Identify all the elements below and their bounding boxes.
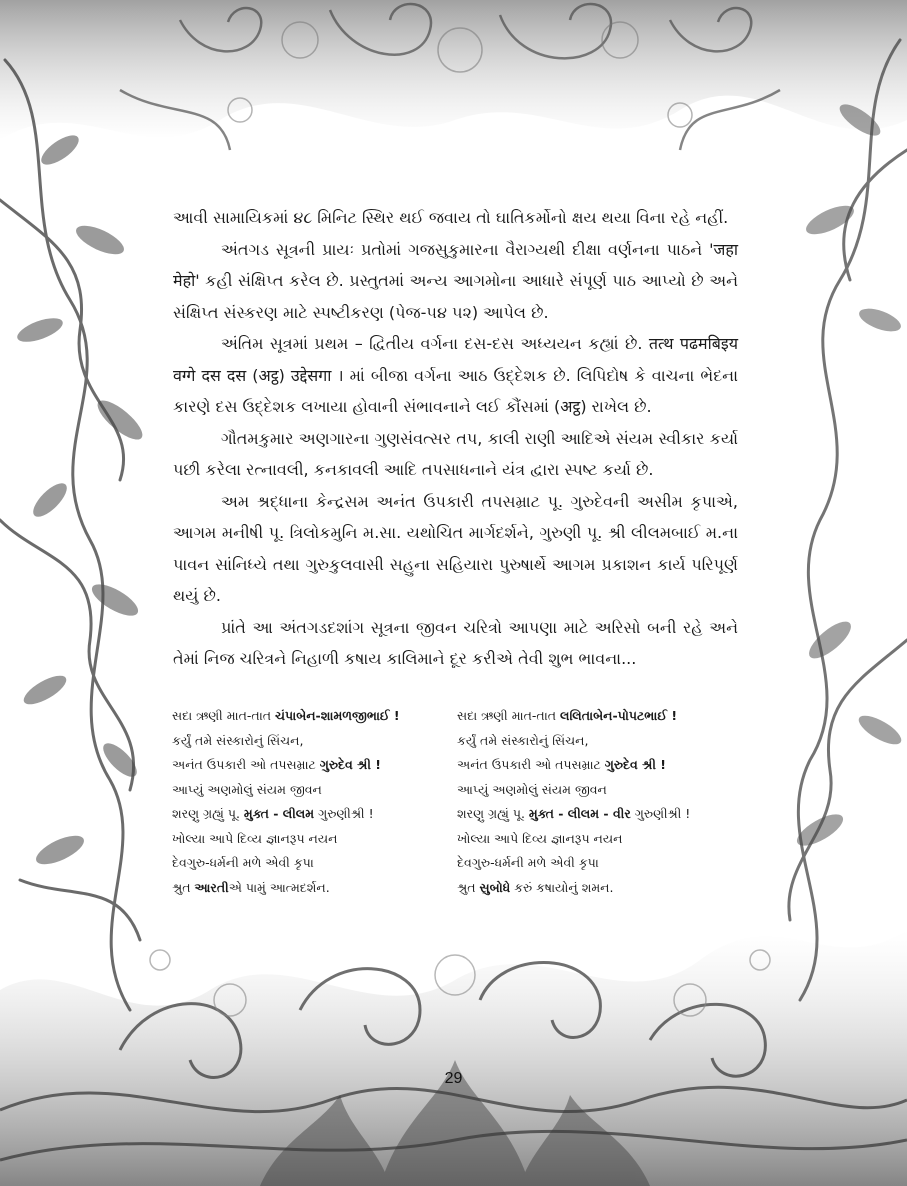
poem-line-text: અનંત ઉપકારી ઓ તપસમ્રાટ	[172, 757, 320, 772]
poem-line-emphasis: ચંપાબેન-શામળજીભાઈ !	[275, 708, 400, 723]
poem-line-text: શ્રુત	[457, 879, 480, 895]
poem-line-text: શરણુ ગ્રહ્યું પૂ.	[457, 806, 529, 821]
paragraph: આવી સામાયિકમાં ૪૮ મિનિટ સ્થિર થઈ જવાય તો ઘાતિકર્મોનો ક્ષય થયા વિના રહે નહીં.	[173, 208, 729, 227]
poem-line-emphasis: આરતી	[194, 879, 229, 895]
poem-line	[457, 704, 742, 729]
poem-line	[457, 876, 742, 901]
poem-line-text: દેવગુરુ-ધર્મની મળે એવી કૃપા	[172, 855, 314, 870]
poem-line-emphasis: મુક્ત - લીલમ - વીર	[528, 806, 631, 821]
poem-line	[172, 729, 457, 754]
paragraph: અંતિમ સૂત્રમાં પ્રથમ – દ્વિતીય વર્ગના દસ-દસ અધ્યયન કહ્યાં છે. तत्थ पढमबिइय वग्गे दस दस (अट्ठ) उद्देसगा । માં બીજા વર્ગના આઠ ઉદ્દેશક છે. લિપિદોષ કે વાચના ભેદના કારણે દસ ઉદ્દેશક લખાયા હોવાની સંભાવનાને લઈ કૌંસમાં (अट्ठ) રાખેલ છે.	[173, 334, 738, 416]
poem-line	[172, 753, 457, 778]
poem-line-emphasis: સુબોધે	[479, 879, 511, 895]
poem-line-text: ખોલ્યા આપે દિવ્ય જ્ઞાનરૂપ નયન	[457, 830, 623, 846]
paragraph: પ્રાંતે આ અંતગડદશાંગ સૂત્રના જીવન ચરિત્રો આપણા માટે અરિસો બની રહે અને તેમાં નિજ ચરિત્રને નિહાળી કષાય કાલિમાને દૂર કરીએ તેવી શુભ ભાવના...	[173, 617, 738, 668]
poem-line	[457, 729, 742, 754]
poem-line-text: કર્યું તમે સંસ્કારોનું સિંચન,	[172, 732, 304, 748]
poem-line	[172, 704, 457, 729]
poem-right	[457, 704, 742, 900]
poem-line	[172, 851, 457, 876]
poem-line-text: ગુરુણીશ્રી !	[314, 806, 374, 821]
poem-line-text: કરું કષાયોનું શમન.	[510, 879, 614, 895]
body-text	[173, 202, 738, 675]
paragraph: ગૌતમકુમાર અણગારના ગુણસંવત્સર તપ, કાલી રાણી આદિએ સંયમ સ્વીકાર કર્યા પછી કરેલા રત્નાવલી, કનકાવલી આદિ તપસાધનાને યંત્ર દ્વારા સ્પષ્ટ કર્યા છે.	[173, 428, 738, 479]
paragraph: અંતગડ સૂત્રની પ્રાયઃ પ્રતોમાં ગજસુકુમારના વૈરાગ્યથી દીક્ષા વર્ણનના પાઠને 'जहा मेहो' કહી સંક્ષિપ્ત કરેલ છે. પ્રસ્તુતમાં અન્ય આગમોના આધારે સંપૂર્ણ પાઠ આપ્યો છે અને સંક્ષિપ્ત સંસ્કરણ માટે સ્પષ્ટીકરણ (પેજ-૫૪ ૫૨) આપેલ છે.	[173, 239, 738, 322]
poem-line-text: ગુરુણીશ્રી !	[630, 806, 691, 821]
poem-line-text: એ પામું આત્મદર્શન.	[228, 879, 330, 895]
poem-line-text: કર્યું તમે સંસ્કારોનું સિંચન,	[457, 732, 589, 748]
poem-line-emphasis: ગુરુદેવ શ્રી !	[604, 757, 666, 772]
poem-left	[172, 704, 457, 900]
poem-line-text: આપ્યું અણમોલું સંયમ જીવન	[457, 781, 607, 797]
poem-line	[457, 778, 742, 803]
poem-line-text: શ્રુત	[172, 879, 195, 895]
poem-line-emphasis: લલિતાબેન-પોપટભાઈ !	[560, 708, 678, 723]
page-number: 29	[444, 1070, 463, 1087]
poem-line	[172, 827, 457, 852]
poem-line	[457, 827, 742, 852]
poem-line-text: સદા ઋણી માત-તાત	[457, 708, 561, 723]
poem-line-text: દેવગુરુ-ધર્મની મળે એવી કૃપા	[457, 855, 599, 870]
poem-line-emphasis: ગુરુદેવ શ્રી !	[319, 757, 381, 772]
poem-line	[172, 778, 457, 803]
poem-line	[457, 851, 742, 876]
dedication-poems	[172, 704, 742, 900]
poem-line-text: ખોલ્યા આપે દિવ્ય જ્ઞાનરૂપ નયન	[172, 830, 338, 846]
poem-line	[172, 876, 457, 901]
paragraph: અમ શ્રદ્ધાના કેન્દ્રસમ અનંત ઉપકારી તપસમ્રાટ પૂ. ગુરુદેવની અસીમ કૃપાએ, આગમ મનીષી પૂ. ત્રિલોકમુનિ મ.સા. યથોચિત માર્ગદર્શને, ગુરુણી પૂ. શ્રી લીલમબાઈ મ.ના પાવન સાંનિધ્યે તથા ગુરુકુલવાસી સહુના સહિયારા પુરુષાર્થે આગમ પ્રકાશન કાર્ય પરિપૂર્ણ થયું છે.	[173, 491, 738, 605]
poem-line-text: શરણુ ગ્રહ્યું પૂ.	[172, 806, 244, 821]
poem-line	[172, 802, 457, 827]
poem-line	[457, 753, 742, 778]
poem-line	[457, 802, 742, 827]
poem-line-text: સદા ઋણી માત-તાત	[172, 708, 276, 723]
poem-line-text: અનંત ઉપકારી ઓ તપસમ્રાટ	[457, 757, 605, 772]
poem-line-text: આપ્યું અણમોલું સંયમ જીવન	[172, 781, 322, 797]
poem-line-emphasis: મુક્ત - લીલમ	[243, 806, 315, 821]
